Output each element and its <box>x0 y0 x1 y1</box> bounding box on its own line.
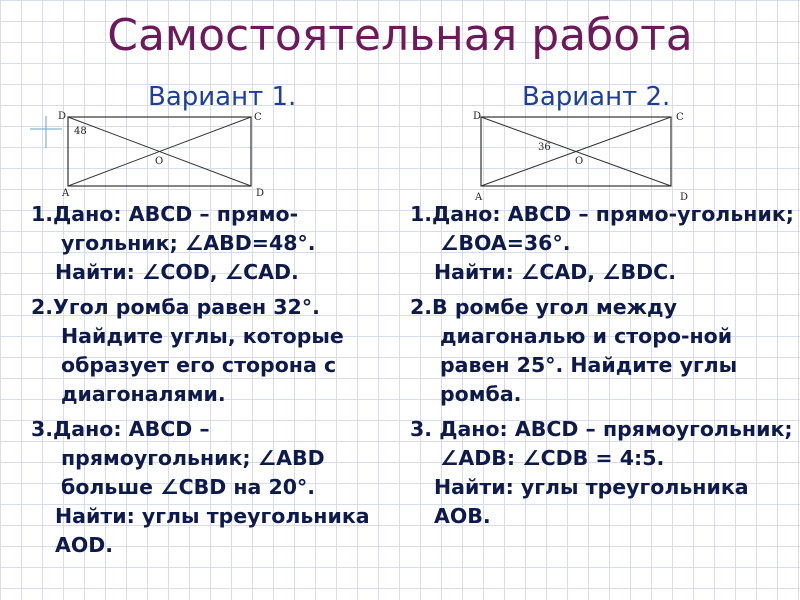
center-label: O <box>155 156 164 167</box>
vertex-label-top-right: C <box>676 112 684 123</box>
task-3: 3. Дано: ABCD – прямоугольник; ∠ADB: ∠CDB = 4:5. <box>410 417 793 470</box>
vertex-label-bottom-right: D <box>680 192 689 203</box>
task-3-find: Найти: углы треугольника AOB. <box>434 475 749 528</box>
task-2: 2.В ромбе угол между диагональю и сторо-ной равен 25°. Найдите углы ромба. <box>410 295 738 406</box>
vertex-label-top-left: D <box>58 111 67 122</box>
task-1-find: Найти: ∠CAD, ∠BDC. <box>434 260 677 284</box>
vertex-label-bottom-left: A <box>475 192 483 203</box>
task-2: 2.Угол ромба равен 32°. Найдите углы, которые образует его сторона с диагоналями. <box>31 295 344 406</box>
center-label: O <box>575 156 584 167</box>
angle-label: 48 <box>74 126 87 137</box>
vertex-label-top-right: C <box>254 112 262 123</box>
page-title: Самостоятельная работа <box>107 10 693 61</box>
variant-2-heading: Вариант 2. <box>522 82 671 112</box>
task-3-find: Найти: углы треугольника AOD. <box>55 504 370 557</box>
task-1: 1.Дано: ABCD – прямо-угольник; ∠ABD=48°. <box>31 202 316 255</box>
task-1: 1.Дано: ABCD – прямо-угольник; ∠BOA=36°. <box>410 202 794 255</box>
variant-1-heading: Вариант 1. <box>148 82 297 112</box>
vertex-label-bottom-left: A <box>62 188 70 199</box>
vertex-label-top-left: D <box>473 111 482 122</box>
angle-label: 36 <box>538 142 551 153</box>
variant-1-tasks <box>31 200 403 560</box>
variant-2-tasks <box>410 200 795 531</box>
task-3: 3.Дано: ABCD – прямоугольник; ∠ABD больше ∠CBD на 20°. <box>31 417 325 499</box>
vertex-label-bottom-right: D <box>256 188 265 199</box>
task-1-find: Найти: ∠COD, ∠CAD. <box>55 260 299 284</box>
